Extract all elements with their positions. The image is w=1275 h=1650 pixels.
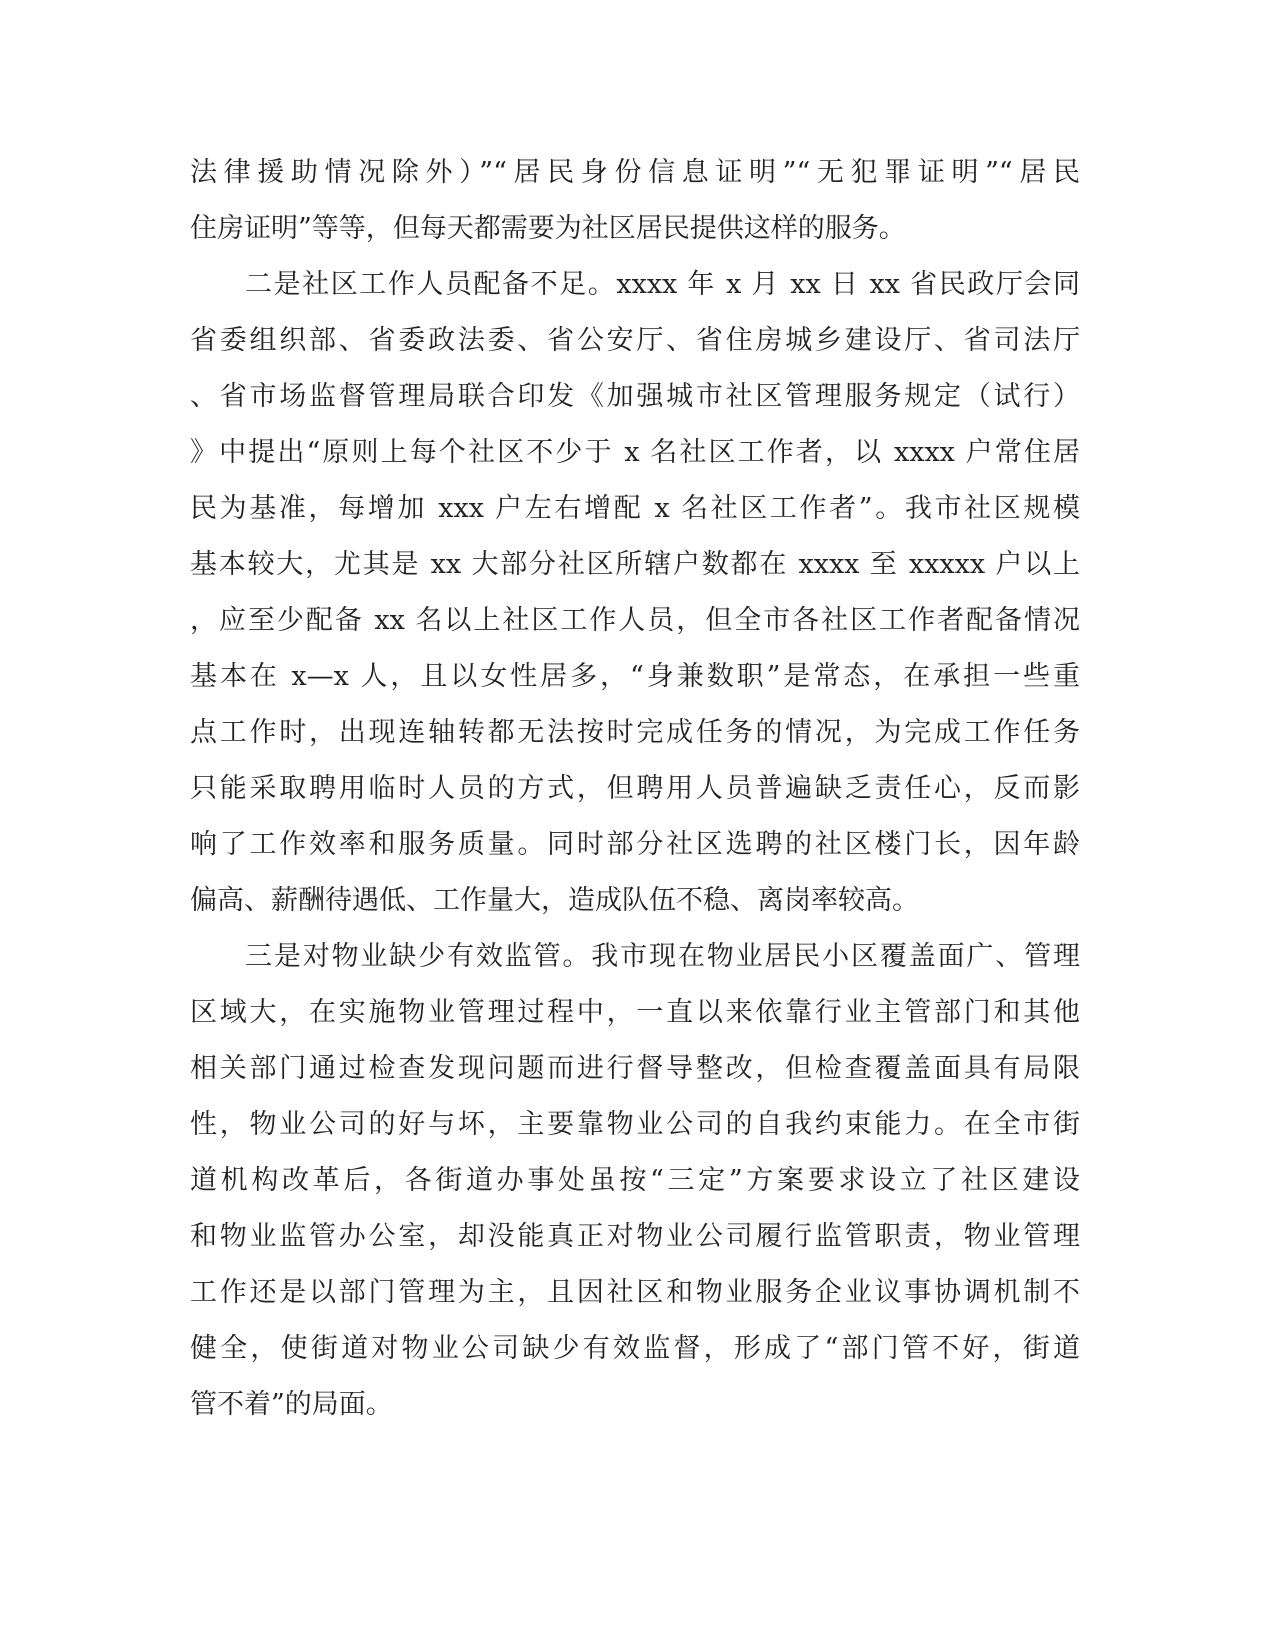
text-line: 道机构改革后，各街道办事处虽按“三定”方案要求设立了社区建设: [190, 1165, 1080, 1196]
document-body: [190, 145, 1080, 1433]
text-line: 响了工作效率和服务质量。同时部分社区选聘的社区楼门长，因年龄: [190, 829, 1080, 860]
text-line: 住房证明”等等，但每天都需要为社区居民提供这样的服务。: [190, 213, 906, 244]
text-line: 二是社区工作人员配备不足。xxxx 年 x 月 xx 日 xx 省民政厅会同: [245, 269, 1080, 300]
text-line: 》中提出“原则上每个社区不少于 x 名社区工作者，以 xxxx 户常住居: [190, 437, 1080, 468]
text-line: 区域大，在实施物业管理过程中，一直以来依靠行业主管部门和其他: [190, 997, 1080, 1028]
text-line: 省委组织部、省委政法委、省公安厅、省住房城乡建设厅、省司法厅: [190, 325, 1080, 356]
text-line: 基本较大，尤其是 xx 大部分社区所辖户数都在 xxxx 至 xxxxx 户以上: [190, 549, 1080, 580]
text-line: 工作还是以部门管理为主，且因社区和物业服务企业议事协调机制不: [190, 1277, 1080, 1308]
text-line: 、省市场监督管理局联合印发《加强城市社区管理服务规定（试行）: [190, 381, 1080, 412]
paragraph-property-supervision: [190, 929, 1080, 1433]
paragraph-staffing: [190, 257, 1080, 929]
text-line: 偏高、薪酬待遇低、工作量大，造成队伍不稳、离岗率较高。: [190, 885, 919, 916]
text-line: ，应至少配备 xx 名以上社区工作人员，但全市各社区工作者配备情况: [190, 605, 1080, 636]
text-line: 相关部门通过检查发现问题而进行督导整改，但检查覆盖面具有局限: [190, 1053, 1080, 1084]
paragraph-continuation: [190, 145, 1080, 257]
text-line: 法律援助情况除外）”“居民身份信息证明”“无犯罪证明”“居民: [190, 157, 1080, 188]
text-line: 管不着”的局面。: [190, 1389, 393, 1420]
text-line: 性，物业公司的好与坏，主要靠物业公司的自我约束能力。在全市街: [190, 1109, 1080, 1140]
text-line: 和物业监管办公室，却没能真正对物业公司履行监管职责，物业管理: [190, 1221, 1080, 1252]
text-line: 健全，使街道对物业公司缺少有效监督，形成了“部门管不好，街道: [190, 1333, 1080, 1364]
text-line: 三是对物业缺少有效监管。我市现在物业居民小区覆盖面广、管理: [245, 941, 1080, 972]
text-line: 点工作时，出现连轴转都无法按时完成任务的情况，为完成工作任务: [190, 717, 1080, 748]
text-line: 民为基准，每增加 xxx 户左右增配 x 名社区工作者”。我市社区规模: [190, 493, 1080, 524]
text-line: 只能采取聘用临时人员的方式，但聘用人员普遍缺乏责任心，反而影: [190, 773, 1080, 804]
text-line: 基本在 x—x 人，且以女性居多，“身兼数职”是常态，在承担一些重: [190, 661, 1080, 692]
